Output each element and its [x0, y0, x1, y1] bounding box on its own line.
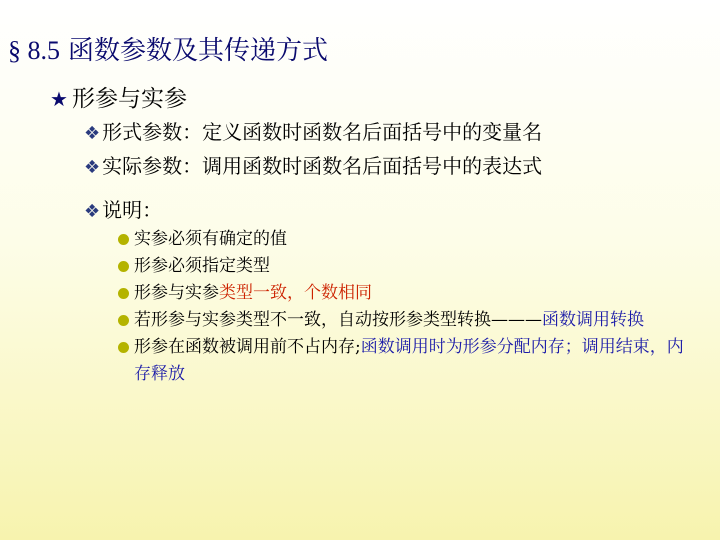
notes-list	[118, 226, 688, 388]
diamond-bullet-icon: ❖	[84, 123, 101, 144]
definition-formal	[84, 116, 542, 145]
circle-bullet-icon	[118, 315, 129, 326]
diamond-bullet-icon: ❖	[84, 201, 101, 222]
highlight-text: 类型一致，个数相同	[219, 283, 372, 303]
definition-text: 实际参数：调用函数时函数名后面括号中的表达式	[102, 154, 543, 178]
definition-text: 形式参数：定义函数时函数名后面括号中的变量名	[102, 120, 543, 144]
highlight-text: 函数调用时为形参分配内存；调用结束，内存释放	[134, 337, 684, 384]
list-item: 形参必须指定类型	[118, 253, 688, 280]
slide-title	[8, 30, 328, 67]
list-item: 若形参与实参类型不一致，自动按形参类型转换———函数调用转换	[118, 307, 688, 334]
definition-actual	[84, 150, 542, 179]
circle-bullet-icon	[118, 261, 129, 272]
title-text: 函数参数及其传递方式	[68, 36, 329, 66]
highlight-text: 函数调用转换	[542, 310, 644, 330]
list-item: 实参必须有确定的值	[118, 226, 688, 253]
section-number: § 8.5	[8, 36, 60, 65]
list-item: 形参在函数被调用前不占内存;函数调用时为形参分配内存；调用结束，内存释放	[118, 334, 688, 388]
circle-bullet-icon	[118, 234, 129, 245]
subtitle	[50, 80, 187, 113]
diamond-bullet-icon: ❖	[84, 157, 101, 178]
subtitle-text: 形参与实参	[71, 86, 187, 112]
circle-bullet-icon	[118, 288, 129, 299]
circle-bullet-icon	[118, 342, 129, 353]
note-label: 说明：	[102, 198, 163, 222]
star-icon: ★	[50, 87, 68, 111]
note-heading	[84, 194, 162, 223]
list-item: 形参与实参类型一致，个数相同	[118, 280, 688, 307]
